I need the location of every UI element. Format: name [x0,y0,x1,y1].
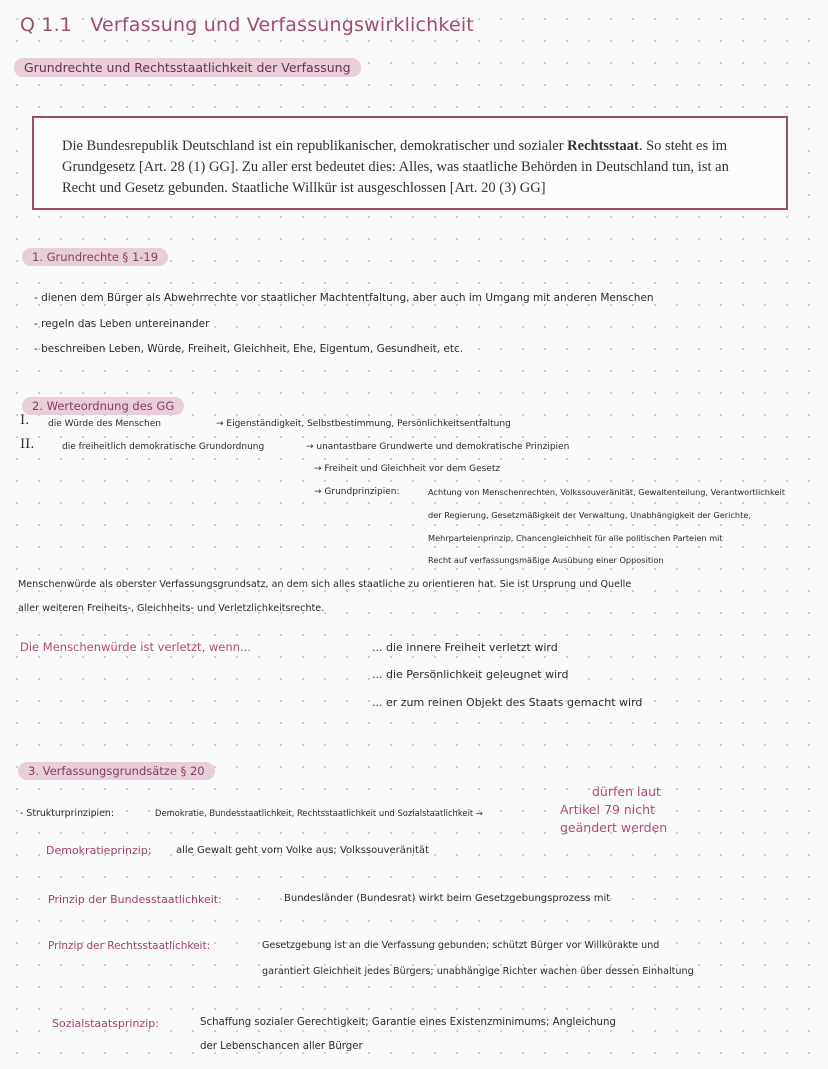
grund-line-1: Achtung von Menschenrechten, Volkssouveränität, Gewaltenteilung, Verantwortlichkeit [428,487,785,497]
principle-text-3-line-1: Gesetzgebung ist an die Verfassung gebunden; schützt Bürger vor Willkürakte und [262,940,660,951]
section-number: Q 1.1 [20,14,73,36]
principle-label-2: Prinzip der Bundesstaatlichkeit: [48,893,222,906]
principle-label-3: Prinzip der Rechtsstaatlichkeit: [48,940,211,952]
section1-heading: 1. Grundrechte § 1-19 [22,248,168,266]
violated-item-3: ... er zum reinen Objekt des Staats gemacht wird [372,696,643,709]
note-line-1: dürfen laut [592,784,661,799]
roman-numeral-1: I. [20,413,30,428]
section1-bullet-3: - beschreiben Leben, Würde, Freiheit, Gleichheit, Ehe, Eigentum, Gesundheit, etc. [34,343,464,355]
principle-text-2: Bundesländer (Bundesrat) wirkt beim Gesetzgebungsprozess mit [284,893,611,904]
struktur-text: Demokratie, Bundesstaatlichkeit, Rechtsstaatlichkeit und Sozialstaatlichkeit → [155,808,483,818]
menschenwuerde-paragraph-2: aller weiteren Freiheits-, Gleichheits- und Verletzlichkeitsrechte. [18,603,325,614]
werte-item-2-arrow-1: → unantastbare Grundwerte und demokratische Prinzipien [306,442,570,452]
quote-text-after: . So steht es im Grundgesetz [Art. 28 (1) GG]. Zu aller erst bedeutet dies: Alles, was staatliche Behörden in Deutschland tun, ist an Recht und Gesetz gebunden. Staatliche Willkür ist ausgeschlossen [Art. 20 (3) GG] [62,138,729,196]
grund-line-3: Mehrparteienprinzip, Chancengleichheit für alle politischen Parteien mit [428,533,723,543]
werte-item-1: die Würde des Menschen [48,419,161,429]
section2-heading: 2. Werteordnung des GG [22,397,184,415]
note-line-3: geändert werden [560,820,668,835]
grund-line-2: der Regierung, Gesetzmäßigkeit der Verwaltung, Unabhängigkeit der Gerichte, [428,510,751,520]
principle-text-1: alle Gewalt geht vom Volke aus; Volkssouveränität [176,845,429,856]
principle-label-4: Sozialstaatsprinzip: [52,1017,159,1030]
roman-numeral-2: II. [20,437,35,452]
violated-item-1: ... die innere Freiheit verletzt wird [372,641,558,654]
violated-label: Die Menschenwürde ist verletzt, wenn... [20,640,251,654]
page-title [20,14,474,36]
principle-text-4-line-1: Schaffung sozialer Gerechtigkeit; Garantie eines Existenzminimums; Angleichung [200,1017,616,1028]
principle-label-1: Demokratieprinzip: [46,844,152,857]
werte-item-2-arrow-2: → Freiheit und Gleichheit vor dem Gesetz [314,464,501,474]
werte-item-1-arrow: → Eigenständigkeit, Selbstbestimmung, Persönlichkeitsentfaltung [216,419,511,429]
page-subtitle: Grundrechte und Rechtsstaatlichkeit der Verfassung [14,58,361,77]
quote-bold: Rechtsstaat [567,138,639,154]
principle-text-4-line-2: der Lebenschancen aller Bürger [200,1041,363,1052]
note-line-2: Artikel 79 nicht [560,802,655,817]
quote-box [32,116,788,210]
section1-bullet-1: - dienen dem Bürger als Abwehrrechte vor staatlicher Machtentfaltung, aber auch im Umgang mit anderen Menschen [34,292,654,304]
title-text: Verfassung und Verfassungswirklichkeit [90,14,474,36]
section3-heading: 3. Verfassungsgrundsätze § 20 [18,762,215,780]
struktur-label: - Strukturprinzipien: [20,808,114,819]
menschenwuerde-paragraph-1: Menschenwürde als oberster Verfassungsgrundsatz, an dem sich alles staatliche zu orientieren hat. Sie ist Ursprung und Quelle [18,579,632,590]
quote-text-before: Die Bundesrepublik Deutschland ist ein republikanischer, demokratischer und sozialer [62,138,568,154]
section1-bullet-2: - regeln das Leben untereinander [34,318,210,330]
werte-item-2: die freiheitlich demokratische Grundordnung [62,442,265,452]
principle-text-3-line-2: garantiert Gleichheit jedes Bürgers; unabhängige Richter wachen über dessen Einhaltung [262,966,694,977]
werte-item-2-arrow-3: → Grundprinzipien: [314,487,400,497]
quote-text [62,136,752,199]
violated-item-2: ... die Persönlichkeit geleugnet wird [372,668,569,681]
grund-line-4: Recht auf verfassungsmäßige Ausübung einer Opposition [428,555,664,565]
